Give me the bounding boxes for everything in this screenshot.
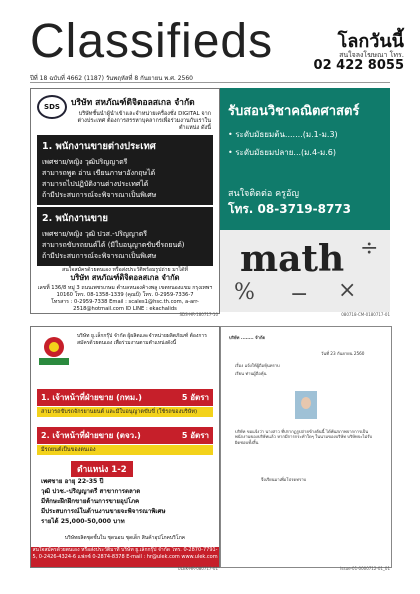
company-address: เลขที่ 136/8 หมู่ 3 ถนนเพชรเกษม ตำบลหนองค้างพลู เขตหนองแขม กรุงเทพฯ 10160 โทร. 08-1358-1339 (คุณบี) โทร. 0-2959-7336-7 — [37, 285, 213, 298]
position-count: 5 อัตรา — [181, 393, 209, 402]
math-tutor-ad — [220, 88, 390, 312]
company-name: บริษัท สหภัณฑ์ดิจิตอลสเกล จำกัด — [71, 98, 195, 108]
tutor-phone: โทร. 08-3719-8773 — [228, 202, 351, 216]
divide-icon: ÷ — [360, 236, 379, 261]
list-item: รายได้ 25,000-50,000 บาท — [41, 518, 125, 525]
letter-header: บริษัท ........ จำกัด — [229, 335, 266, 340]
list-item: • ระดับมัธยมต้น.......(ม.1-ม.3) — [228, 130, 338, 139]
job-section-title: 1. พนักงานขายต่างประเทศ — [42, 141, 156, 152]
letter-date: วันที่ 23 กันยายน 2560 — [321, 351, 365, 356]
position-2-bar — [37, 427, 213, 444]
sds-job-ad — [30, 88, 220, 314]
page-title: Classifieds — [30, 15, 274, 68]
contact-label: สนใจติดต่อ ครูอัญ — [228, 189, 300, 199]
list-item: สามารถพูด อ่าน เขียนภาษาอังกฤษได้ — [42, 169, 156, 177]
job-section-title: 2. พนักงานขาย — [42, 213, 108, 224]
position-title: 2. เจ้าหน้าที่ฝ่ายขาย (ตจว.) — [41, 431, 141, 440]
list-item: เพศชาย/หญิง วุฒิ ปวส.-ปริญญาตรี — [42, 230, 148, 238]
company-contact: โทรสาร : 0-2959-7338 Email : scales1@hsc.th.com, a-arr-2518@hotmail.com ID LINE : ekachalids — [51, 299, 199, 312]
ad-code: ULEK-HR-080717-01 — [177, 566, 218, 571]
issue-line: ปีที่ 18 ฉบับที่ 4662 (1187) วันพฤหัสที่ 8 กันยายน พ.ศ. 2560 — [30, 75, 193, 82]
brand-logo: โลกวันนี้ — [337, 31, 404, 52]
ad-code: Issue-01-0000712-01_01 — [340, 566, 390, 571]
letter-body: บริษัท ขอแจ้งว่า นางสาว ที่ปรากฏรูปถ่ายข้างต้นนี้ ได้พ้นสภาพจากการเป็นพนักงานของบริษัทแล้ว หากมีการกระทำใดๆ ในนามของบริษัท บริษัทจะไม่รับผิดชอบทั้งสิ้น — [235, 429, 373, 445]
list-item: สามารถไปปฏิบัติงานต่างประเทศได้ — [42, 180, 149, 188]
industry-text: บริษัทผลิตชุดชั้นใน ชุดนอน ชุดเด็ก สินค้าอุปโภคบริโภค — [64, 535, 186, 541]
list-item: เพศชาย/หญิง วุฒิปริญญาตรี — [42, 158, 128, 166]
letter-recipient: เรียน ท่านผู้ถือหุ้น — [235, 371, 267, 376]
position-1-bar — [37, 389, 213, 406]
apply-text: สนใจสมัครด้วยตนเอง หรือส่งประวัติพร้อมรูปถ่าย มาได้ที่ — [62, 267, 188, 273]
person-photo — [295, 391, 317, 419]
list-item: • ระดับมัธยมปลาย...(ม.4-ม.6) — [228, 148, 336, 157]
job-section-2 — [37, 207, 213, 266]
ad-phone: 02 422 8055 — [313, 58, 404, 73]
ulek-logo-icon — [37, 335, 71, 365]
minus-icon: − — [290, 282, 309, 307]
list-item: ถ้ามีประสบการณ์จะพิจารณาเป็นพิเศษ — [42, 252, 157, 260]
math-graphic-text: math — [240, 238, 345, 280]
list-item: สามารถขับรถยนต์ได้ (มีใบอนุญาตขับขี่รถยนต์) — [42, 241, 185, 249]
company-name-footer: บริษัท สหภัณฑ์ดิจิตอลสเกล จำกัด — [70, 273, 180, 282]
position-title: 1. เจ้าหน้าที่ฝ่ายขาย (กทม.) — [41, 393, 142, 402]
ulek-job-ad — [30, 326, 220, 568]
position-label: ตำแหน่ง 1-2 — [71, 461, 133, 477]
list-item: วุฒิ ปวช.-ปริญญาตรี สาขาการตลาด — [41, 488, 141, 495]
letter-closing: จึงเรียนมาเพื่อโปรดทราบ — [261, 477, 307, 482]
list-item: มีทักษะฝึกฝึกขายด้านการขายอุปโภค — [41, 498, 140, 505]
percent-icon: % — [234, 280, 255, 305]
company-description: บริษัทชั้นนำผู้นำเข้าและจำหน่ายเครื่องชั่ง DIGITAL จากต่างประเทศ ต้องการสรรหาบุคลากรเพื่อร่วมงานกับเราในตำแหน่ง ดังนี้ — [77, 111, 211, 131]
ad-code: 080718-CM-0180717-01 — [341, 312, 390, 317]
company-logo: SDS — [37, 95, 67, 119]
ad-code: SDS-HR-180717-10 — [179, 312, 218, 317]
position-count: 5 อัตรา — [181, 431, 209, 440]
notice-letter — [220, 326, 392, 568]
letter-subject: เรื่อง แจ้งให้ผู้ถือหุ้นทราบ — [235, 363, 280, 368]
list-item: เพศชาย อายุ 22-35 ปี — [41, 478, 104, 485]
ad-contact-label: สนใจลงโฆษณา โทร. — [339, 51, 404, 59]
ad-title: รับสอนวิชาคณิตศาสตร์ — [228, 104, 360, 119]
position-note: มีรถยนต์เป็นของตนเอง — [37, 445, 213, 455]
times-icon: × — [338, 278, 357, 303]
job-section-1 — [37, 135, 213, 205]
list-item: มีประสบการณ์ในด้านงานขายจะพิจารณาพิเศษ — [41, 508, 166, 515]
position-note: สามารถขับรถจักรยานยนต์ และมีใบอนุญาตขับขี่ (ใช้รถของบริษัท) — [37, 407, 213, 417]
ad-footer: สนใจสมัครด้วยตนเอง หรือส่งประวัติมาที่ บริษัท ยู.เล็กกรุ๊ป จำกัด โทร. 0-2870-7791-5, 0-2426-4324-6 แฟกซ์ 0-2874-8378 E-mail : hr@ulek.com www.ulek.com — [31, 547, 219, 567]
divider — [30, 82, 390, 83]
ad-headline: บริษัท ยู.เล็กกรุ๊ป จำกัด ผู้ผลิตและจำหน่ายผลิตภัณฑ์ ต้องการสมัครด้วยตนเอง เพื่อร่วมงานตามตำแหน่งดังนี้ — [77, 333, 207, 346]
list-item: ถ้ามีประสบการณ์จะพิจารณาเป็นพิเศษ — [42, 191, 157, 199]
